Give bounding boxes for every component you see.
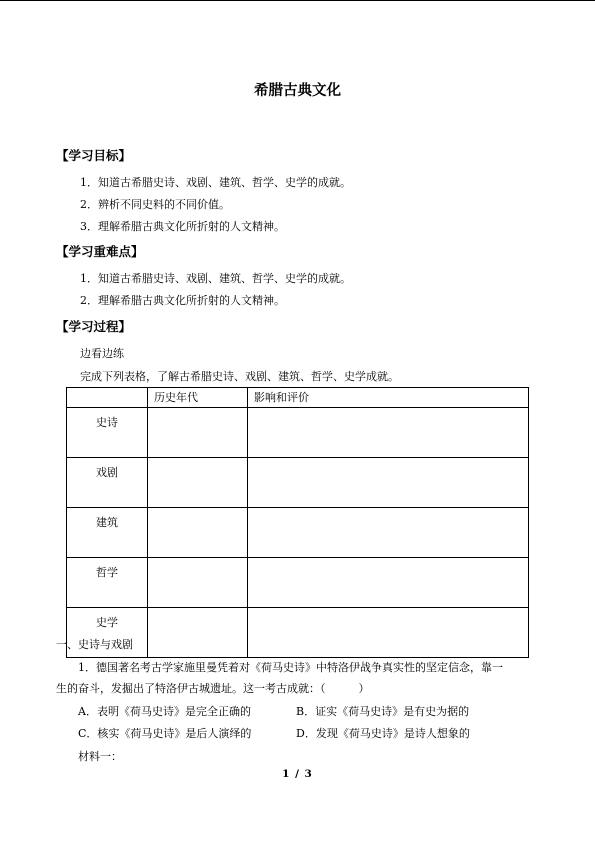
table-row: [67, 408, 529, 458]
impact-cell: [248, 608, 529, 658]
option-d: D．发现《荷马史诗》是诗人想象的: [296, 727, 470, 740]
top-rule: [0, 0, 595, 1]
impact-cell: [248, 558, 529, 608]
question-text-line1: 1．德国著名考古学家施里曼凭着对《荷马史诗》中特洛伊战争真实性的坚定信念，靠一: [78, 661, 503, 674]
key-points-heading: 【学习重难点】: [56, 244, 144, 259]
row-label-history: 史学: [67, 608, 148, 658]
question-text-line2: 生的奋斗，发掘出了特洛伊古城遗址。这一考古成就：（ ）: [56, 682, 370, 695]
process-intro: 边看边练: [80, 347, 124, 360]
row-label-architecture: 建筑: [67, 508, 148, 558]
page-number: 1 / 3: [282, 768, 313, 780]
era-cell: [148, 608, 248, 658]
objective-item: 3．理解希腊古典文化所折射的人文精神。: [80, 220, 285, 233]
option-b: B．证实《荷马史诗》是有史为据的: [296, 705, 470, 718]
impact-cell: [248, 508, 529, 558]
table-row: [67, 508, 529, 558]
page-title: 希腊古典文化: [254, 83, 341, 99]
table-row: [67, 458, 529, 508]
objective-item: 2．辨析不同史料的不同价值。: [80, 198, 230, 211]
row-label-drama: 戏剧: [67, 458, 148, 508]
achievements-table: [66, 387, 529, 658]
table-header-era: 历史年代: [148, 388, 248, 408]
row-label-philosophy: 哲学: [67, 558, 148, 608]
era-cell: [148, 508, 248, 558]
table-header-cell-empty: [67, 388, 148, 408]
table-header-impact: 影响和评价: [248, 388, 529, 408]
era-cell: [148, 458, 248, 508]
objective-item: 1．知道古希腊史诗、戏剧、建筑、哲学、史学的成就。: [80, 176, 351, 189]
table-row: [67, 608, 529, 658]
material-label: 材料一：: [78, 750, 122, 763]
era-cell: [148, 408, 248, 458]
process-heading: 【学习过程】: [56, 319, 132, 334]
table-header-row: [67, 388, 529, 408]
table-row: [67, 558, 529, 608]
impact-cell: [248, 458, 529, 508]
objectives-heading: 【学习目标】: [56, 148, 132, 163]
key-point-item: 1．知道古希腊史诗、戏剧、建筑、哲学、史学的成就。: [80, 272, 351, 285]
option-c: C．核实《荷马史诗》是后人演绎的: [78, 727, 252, 740]
row-label-epic: 史诗: [67, 408, 148, 458]
key-point-item: 2．理解希腊古典文化所折射的人文精神。: [80, 294, 285, 307]
impact-cell: [248, 408, 529, 458]
process-instruction: 完成下列表格，了解古希腊史诗、戏剧、建筑、哲学、史学成就。: [80, 370, 399, 383]
option-a: A．表明《荷马史诗》是完全正确的: [78, 705, 251, 718]
exercise-section-title: 一、史诗与戏剧: [56, 638, 133, 651]
era-cell: [148, 558, 248, 608]
